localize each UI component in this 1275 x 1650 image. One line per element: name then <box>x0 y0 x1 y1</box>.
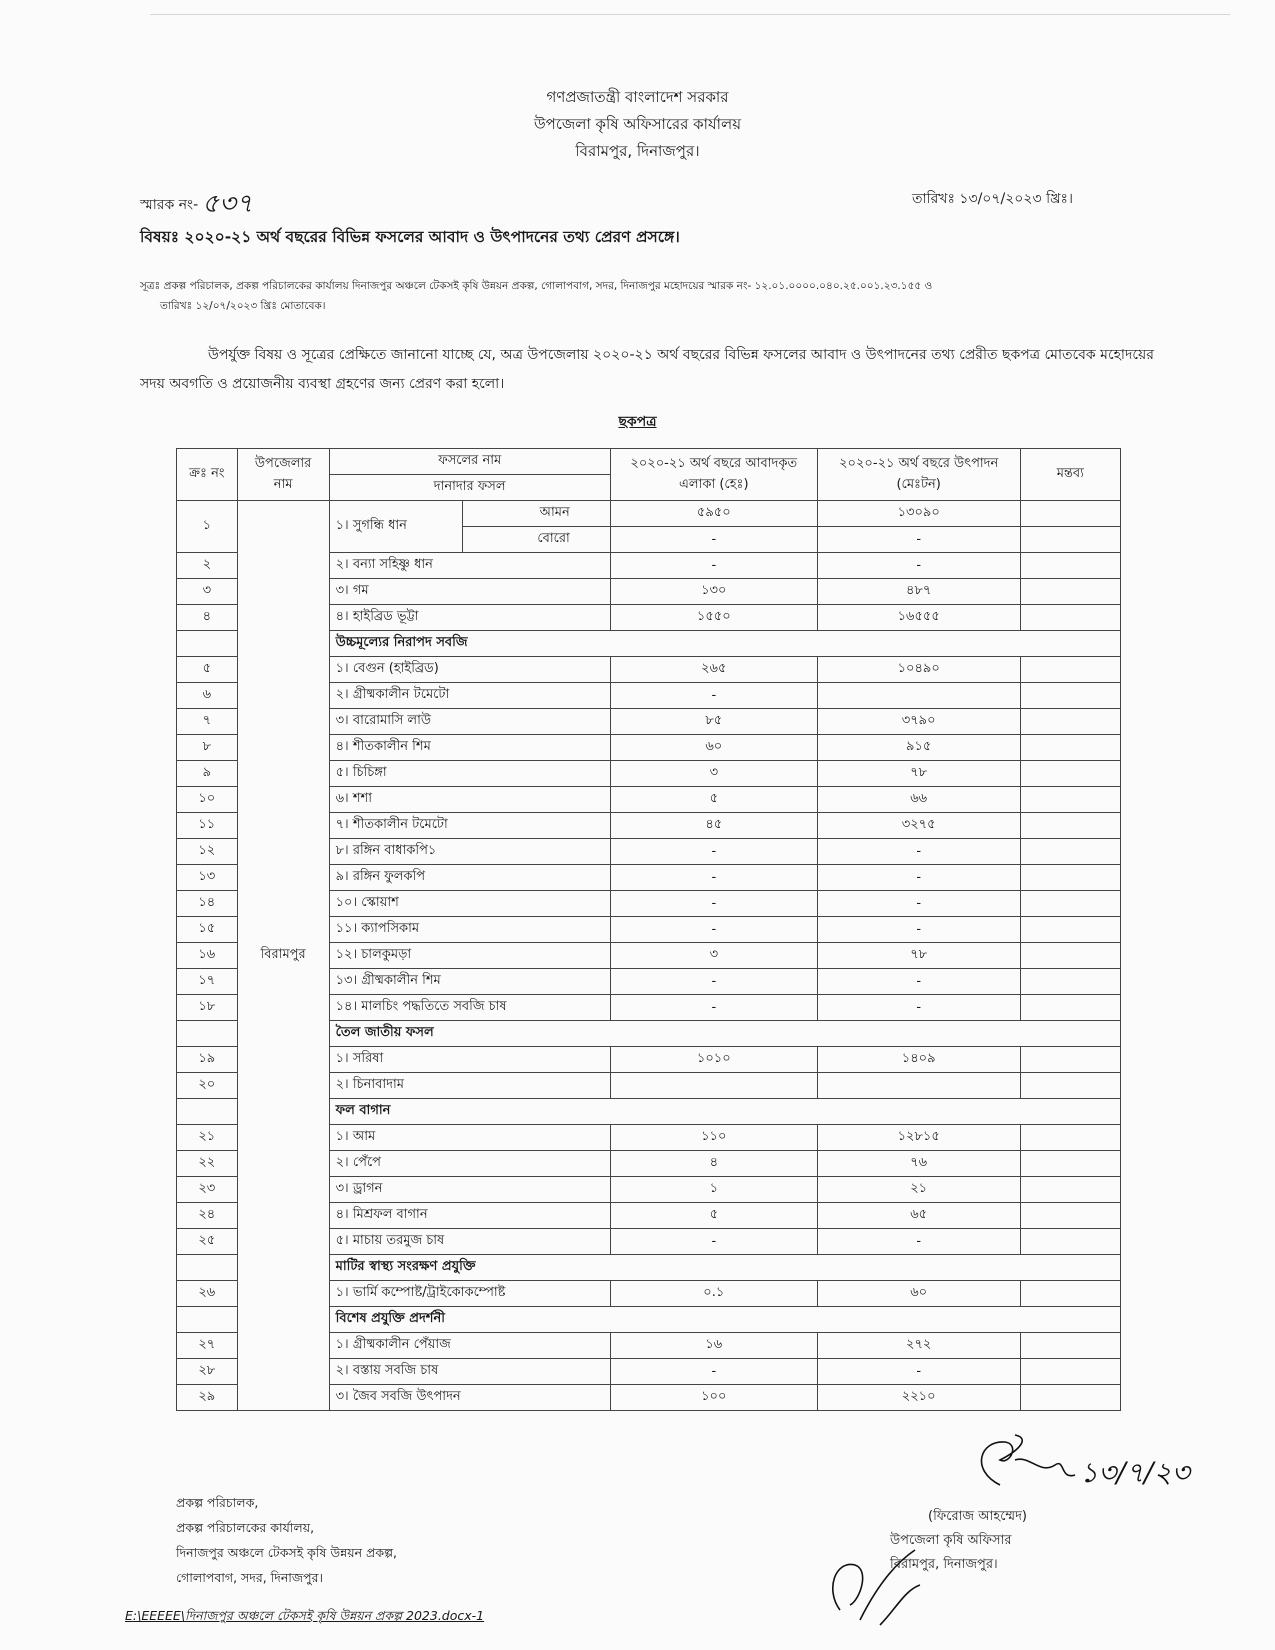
crop-name: ২। বন্যা সহিষ্ণু ধান <box>329 553 610 579</box>
row-serial: ১ <box>177 501 238 553</box>
row-serial: ৯ <box>177 761 238 787</box>
area-value: ০.১ <box>610 1281 817 1307</box>
category-name: তৈল জাতীয় ফসল <box>329 1021 1120 1047</box>
season-name: বোরো <box>463 527 610 553</box>
memo-label: স্মারক নং- <box>140 197 199 213</box>
crop-name: ১। বেগুন (হাইব্রিড) <box>329 657 610 683</box>
signatory-designation: উপজেলা কৃষি অফিসার <box>890 1533 1012 1548</box>
recipient-line-1: প্রকল্প পরিচালক, <box>176 1495 259 1510</box>
production-value: ৭৬ <box>817 1151 1020 1177</box>
table-header-row-1 <box>177 449 1121 475</box>
signature-date: ১৩/৭/২৩ <box>1080 1456 1190 1489</box>
area-value: ৬০ <box>610 735 817 761</box>
remarks-cell <box>1020 683 1120 709</box>
production-value: ২২১০ <box>817 1385 1020 1411</box>
production-value: - <box>817 995 1020 1021</box>
remarks-cell <box>1020 865 1120 891</box>
production-value: ৩৭৯০ <box>817 709 1020 735</box>
row-serial <box>177 631 238 657</box>
crop-name: ১। ভার্মি কম্পোষ্ট/ট্রাইকোকম্পোষ্ট <box>329 1281 610 1307</box>
production-value: - <box>817 969 1020 995</box>
crop-name: ৮। রঙ্গিন বাধাকপি১ <box>329 839 610 865</box>
crop-name: ১। আম <box>329 1125 610 1151</box>
area-value: - <box>610 683 817 709</box>
area-value: - <box>610 553 817 579</box>
crop-name: ২। গ্রীষ্মকালীন টমেটো <box>329 683 610 709</box>
signatory-name: (ফিরোজ আহম্মেদ) <box>928 1509 1027 1524</box>
crop-name: ৪। শীতকালীন শিম <box>329 735 610 761</box>
production-value: ৬৫ <box>817 1203 1020 1229</box>
production-value: - <box>817 917 1020 943</box>
area-value: ১৬ <box>610 1333 817 1359</box>
area-value: ১৩০ <box>610 579 817 605</box>
crop-name: ১। সুগন্ধি ধান <box>329 501 463 553</box>
crop-name: ৪। হাইব্রিড ভূট্টা <box>329 605 610 631</box>
initial-scribble <box>820 1520 940 1640</box>
recipient-line-2: প্রকল্প পরিচালকের কার্যালয়, <box>176 1520 315 1535</box>
area-value: - <box>610 969 817 995</box>
crop-data-table <box>176 448 1121 1411</box>
crop-name: ৫। চিচিঙ্গা <box>329 761 610 787</box>
remarks-cell <box>1020 1385 1120 1411</box>
crop-name: ২। চিনাবাদাম <box>329 1073 610 1099</box>
memo-handwritten-number: ৫৩৭ <box>202 189 253 219</box>
crop-name: ৯। রঙ্গিন ফুলকপি <box>329 865 610 891</box>
area-value: ৩ <box>610 761 817 787</box>
remarks-cell <box>1020 501 1120 527</box>
row-serial: ২০ <box>177 1073 238 1099</box>
area-value: - <box>610 527 817 553</box>
row-serial: ৩ <box>177 579 238 605</box>
production-value: ১৬৫৫৫ <box>817 605 1020 631</box>
remarks-cell <box>1020 787 1120 813</box>
crop-name: ৩। বারোমাসি লাউ <box>329 709 610 735</box>
header-upazila: উপজেলার নাম <box>237 449 329 501</box>
area-value: ১০১০ <box>610 1047 817 1073</box>
remarks-cell <box>1020 1229 1120 1255</box>
letterhead <box>0 84 1275 165</box>
production-value: ৬০ <box>817 1281 1020 1307</box>
remarks-cell <box>1020 839 1120 865</box>
production-value: ৭৮ <box>817 943 1020 969</box>
production-value <box>817 1073 1020 1099</box>
remarks-cell <box>1020 943 1120 969</box>
header-remarks: মন্তব্য <box>1020 449 1120 501</box>
letter-date: তারিখঃ ১৩/০৭/২০২৩ খ্রিঃ। <box>912 191 1073 207</box>
area-value: - <box>610 917 817 943</box>
area-value: ৩ <box>610 943 817 969</box>
letterhead-office: উপজেলা কৃষি অফিসারের কার্যালয় <box>533 115 742 133</box>
header-production: ২০২০-২১ অর্থ বছরে উৎপাদন (মেঃটন) <box>817 449 1020 501</box>
remarks-cell <box>1020 761 1120 787</box>
area-value: - <box>610 995 817 1021</box>
area-value <box>610 1073 817 1099</box>
row-serial: ১৩ <box>177 865 238 891</box>
row-serial <box>177 1099 238 1125</box>
production-value: - <box>817 891 1020 917</box>
row-serial: ১৮ <box>177 995 238 1021</box>
area-value: - <box>610 1359 817 1385</box>
crop-name: ৫। মাচায় তরমুজ চাষ <box>329 1229 610 1255</box>
header-crop-name: ফসলের নাম <box>329 449 610 475</box>
production-value: ৩২৭৫ <box>817 813 1020 839</box>
crop-name: ১২। চালকুমড়া <box>329 943 610 969</box>
row-serial: ১৯ <box>177 1047 238 1073</box>
reference-line-2: তারিখঃ ১২/০৭/২০২৩ খ্রিঃ মোতাবেক। <box>160 300 326 312</box>
row-serial: ৫ <box>177 657 238 683</box>
production-value: ১৩০৯০ <box>817 501 1020 527</box>
area-value: ১১০ <box>610 1125 817 1151</box>
area-value: ১৫৫০ <box>610 605 817 631</box>
production-value: ২৭২ <box>817 1333 1020 1359</box>
area-value: - <box>610 891 817 917</box>
remarks-cell <box>1020 1203 1120 1229</box>
area-value: ৫ <box>610 1203 817 1229</box>
remarks-cell <box>1020 995 1120 1021</box>
recipient-line-3: দিনাজপুর অঞ্চলে টেকসই কৃষি উন্নয়ন প্রকল্প, <box>176 1545 397 1560</box>
area-value: ৪ <box>610 1151 817 1177</box>
remarks-cell <box>1020 1333 1120 1359</box>
production-value: ৬৬ <box>817 787 1020 813</box>
memo-number <box>140 183 253 227</box>
row-serial: ২৯ <box>177 1385 238 1411</box>
remarks-cell <box>1020 1281 1120 1307</box>
row-serial: ১৬ <box>177 943 238 969</box>
table-row <box>177 501 1121 527</box>
area-value: ২৬৫ <box>610 657 817 683</box>
remarks-cell <box>1020 1151 1120 1177</box>
crop-name: ১১। ক্যাপসিকাম <box>329 917 610 943</box>
crop-name: ২। পেঁপে <box>329 1151 610 1177</box>
remarks-cell <box>1020 1359 1120 1385</box>
file-path-footer: E:\EEEEE\দিনাজপুর অঞ্চলে টেকসই কৃষি উন্নয়ন প্রকল্প 2023.docx-1 <box>125 1608 485 1623</box>
header-serial: ক্রঃ নং <box>177 449 238 501</box>
row-serial: ১১ <box>177 813 238 839</box>
remarks-cell <box>1020 605 1120 631</box>
remarks-cell <box>1020 735 1120 761</box>
row-serial: ২৪ <box>177 1203 238 1229</box>
production-value <box>817 683 1020 709</box>
row-serial: ২৩ <box>177 1177 238 1203</box>
production-value: ৭৮ <box>817 761 1020 787</box>
category-name: বিশেষ প্রযুক্তি প্রদর্শনী <box>329 1307 1120 1333</box>
row-serial: ১২ <box>177 839 238 865</box>
row-serial: ২৬ <box>177 1281 238 1307</box>
production-value: ১২৮১৫ <box>817 1125 1020 1151</box>
row-serial: ৮ <box>177 735 238 761</box>
category-name: উচ্চমূল্যের নিরাপদ সবজি <box>329 631 1120 657</box>
row-serial <box>177 1255 238 1281</box>
header-crop-subcategory: দানাদার ফসল <box>329 475 610 501</box>
signature-scribble <box>960 1430 1200 1500</box>
crop-name: ৬। শশা <box>329 787 610 813</box>
season-name: আমন <box>463 501 610 527</box>
recipient-line-4: গোলাপবাগ, সদর, দিনাজপুর। <box>176 1570 323 1585</box>
crop-name: ৪। মিশ্রফল বাগান <box>329 1203 610 1229</box>
crop-name: ১। গ্রীষ্মকালীন পেঁয়াজ <box>329 1333 610 1359</box>
crop-name: ৩। গম <box>329 579 610 605</box>
area-value: ৫ <box>610 787 817 813</box>
row-serial: ৭ <box>177 709 238 735</box>
area-value: ১০০ <box>610 1385 817 1411</box>
row-serial <box>177 1021 238 1047</box>
row-serial: ২৭ <box>177 1333 238 1359</box>
subject-line: বিষয়ঃ ২০২০-২১ অর্থ বছরের বিভিন্ন ফসলের আবাদ ও উৎপাদনের তথ্য প্রেরণ প্রসঙ্গে। <box>140 228 680 246</box>
sheet-title: ছকপত্র <box>618 414 657 430</box>
row-serial: ২৮ <box>177 1359 238 1385</box>
row-serial: ২৫ <box>177 1229 238 1255</box>
row-serial: ৬ <box>177 683 238 709</box>
remarks-cell <box>1020 579 1120 605</box>
production-value: ১০৪৯০ <box>817 657 1020 683</box>
letterhead-location: বিরামপুর, দিনাজপুর। <box>575 142 700 160</box>
row-serial: ১৫ <box>177 917 238 943</box>
remarks-cell <box>1020 1177 1120 1203</box>
category-name: মাটির স্বাস্থ্য সংরক্ষণ প্রযুক্তি <box>329 1255 1120 1281</box>
remarks-cell <box>1020 969 1120 995</box>
remarks-cell <box>1020 813 1120 839</box>
production-value: - <box>817 553 1020 579</box>
row-serial: ১০ <box>177 787 238 813</box>
production-value: ২১ <box>817 1177 1020 1203</box>
production-value: - <box>817 839 1020 865</box>
remarks-cell <box>1020 527 1120 553</box>
production-value: - <box>817 1229 1020 1255</box>
area-value: - <box>610 865 817 891</box>
category-name: ফল বাগান <box>329 1099 1120 1125</box>
crop-name: ১৩। গ্রীষ্মকালীন শিম <box>329 969 610 995</box>
body-paragraph: উপর্যুক্ত বিষয় ও সূত্রের প্রেক্ষিতে জানানো যাচ্ছে যে, অত্র উপজেলায় ২০২০-২১ অর্থ বছরের বিভিন্ন ফসলের আবাদ ও উৎপাদনের তথ্য প্রেরীত ছকপত্র মোতবেক মহোদয়ের সদয় অবগতি ও প্রয়োজনীয় ব্যবস্থা গ্রহণের জন্য প্রেরণ করা হলো। <box>140 347 1154 392</box>
area-value: ৪৫ <box>610 813 817 839</box>
area-value: ১ <box>610 1177 817 1203</box>
upazila-name-cell: বিরামপুর <box>237 501 329 1411</box>
crop-name: ১০। স্কোয়াশ <box>329 891 610 917</box>
row-serial: ২২ <box>177 1151 238 1177</box>
production-value: ৯১৫ <box>817 735 1020 761</box>
scan-edge-line <box>150 14 1230 15</box>
remarks-cell <box>1020 891 1120 917</box>
crop-name: ৩। ড্রাগন <box>329 1177 610 1203</box>
row-serial: ২১ <box>177 1125 238 1151</box>
remarks-cell <box>1020 657 1120 683</box>
production-value: ৪৮৭ <box>817 579 1020 605</box>
production-value: - <box>817 865 1020 891</box>
header-area: ২০২০-২১ অর্থ বছরে আবাদকৃত এলাকা (হেঃ) <box>610 449 817 501</box>
crop-name: ৭। শীতকালীন টমেটো <box>329 813 610 839</box>
row-serial <box>177 1307 238 1333</box>
row-serial: ১৪ <box>177 891 238 917</box>
reference <box>140 276 1150 316</box>
area-value: - <box>610 839 817 865</box>
crop-name: ২। বস্তায় সবজি চাষ <box>329 1359 610 1385</box>
row-serial: ১৭ <box>177 969 238 995</box>
row-serial: ২ <box>177 553 238 579</box>
remarks-cell <box>1020 1073 1120 1099</box>
remarks-cell <box>1020 1047 1120 1073</box>
area-value: ৫৯৫০ <box>610 501 817 527</box>
remarks-cell <box>1020 709 1120 735</box>
area-value: ৮৫ <box>610 709 817 735</box>
signatory-location: বিরামপুর, দিনাজপুর। <box>890 1557 998 1572</box>
remarks-cell <box>1020 553 1120 579</box>
reference-line-1: সূত্রঃ প্রকল্প পরিচালক, প্রকল্প পরিচালকের কার্যালয় দিনাজপুর অঞ্চলে টেকসই কৃষি উন্নয়ন প্রকল্প, গোলাপবাগ, সদর, দিনাজপুর মহোদয়ের স্মারক নং- ১২.০১.০০০০.০৪০.২৫.০০১.২৩.১৫৫ ও <box>140 280 933 292</box>
remarks-cell <box>1020 917 1120 943</box>
remarks-cell <box>1020 1125 1120 1151</box>
row-serial: ৪ <box>177 605 238 631</box>
production-value: - <box>817 527 1020 553</box>
crop-name: ১। সরিষা <box>329 1047 610 1073</box>
crop-name: ৩। জৈব সবজি উৎপাদন <box>329 1385 610 1411</box>
letterhead-government: গণপ্রজাতন্ত্রী বাংলাদেশ সরকার <box>546 88 729 106</box>
crop-name: ১৪। মালচিং পদ্ধতিতে সবজি চাষ <box>329 995 610 1021</box>
recipient-address <box>176 1490 397 1590</box>
area-value: - <box>610 1229 817 1255</box>
production-value: ১৪০৯ <box>817 1047 1020 1073</box>
production-value: - <box>817 1359 1020 1385</box>
